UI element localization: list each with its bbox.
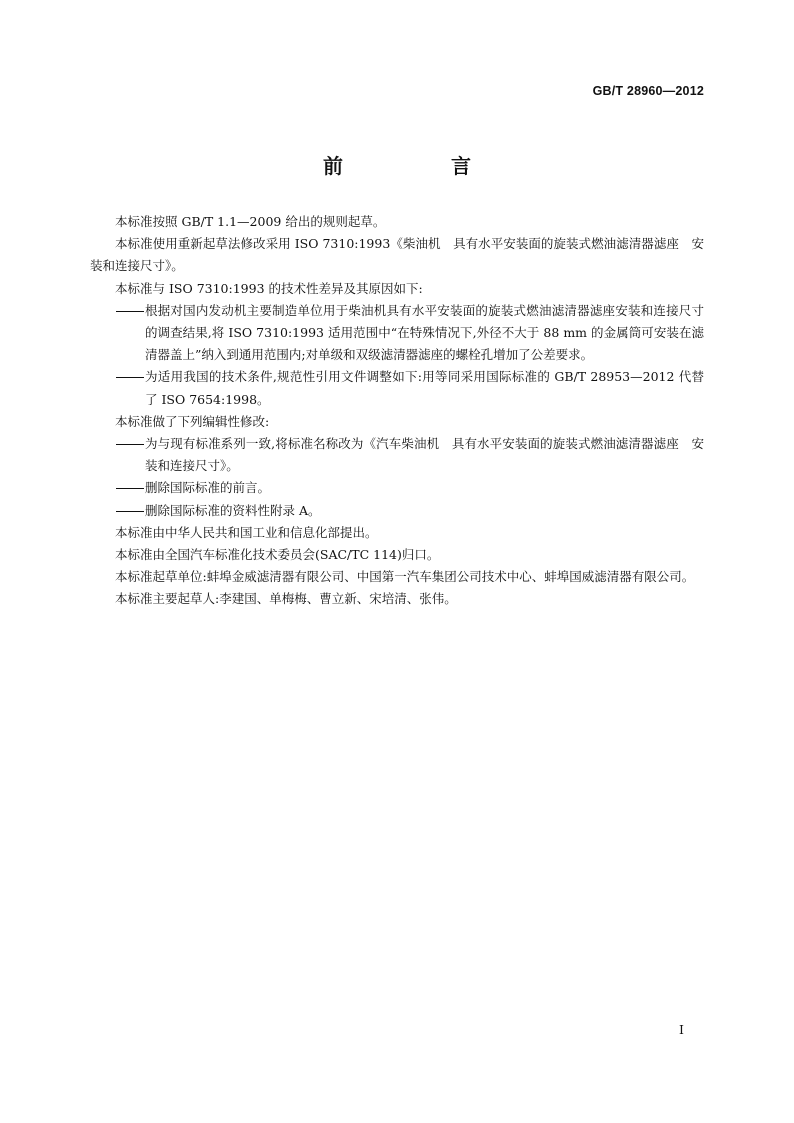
dash-item-scope-change	[90, 300, 704, 367]
paragraph-drafting-rules: 本标准按照 GB/T 1.1—2009 给出的规则起草。	[115, 214, 386, 229]
dash-item-remove-foreword	[90, 477, 704, 499]
paragraph-technical-differences: 本标准与 ISO 7310:1993 的技术性差异及其原因如下:	[115, 280, 423, 296]
paragraph-main-drafters: 本标准主要起草人:李建国、单梅梅、曹立新、宋培清、张伟。	[115, 591, 457, 607]
dash-item-normative-references	[90, 366, 704, 410]
page-title: 前 言	[323, 154, 515, 178]
dash-item-remove-annex	[90, 500, 704, 522]
paragraph-drafting-organizations: 本标准起草单位:蚌埠金威滤清器有限公司、中国第一汽车集团公司技术中心、蚌埠国威滤清器有限公司。	[115, 569, 695, 585]
paragraph-editorial-changes: 本标准做了下列编辑性修改:	[115, 413, 270, 429]
dash-item-text: 根据对国内发动机主要制造单位用于柴油机具有水平安装面的旋装式燃油滤清器滤座安装和连接尺寸的调查结果,将 ISO 7310:1993 适用范围中“在特殊情况下,外径不大于 88 mm 的金属筒可安装在滤清器盖上”纳入到通用范围内;对单级和双级滤清器滤座的螺栓孔增加了公差要求。	[145, 302, 704, 363]
page-number: I	[679, 1022, 684, 1037]
document-number: GB/T 28960—2012	[592, 84, 704, 98]
dash-item-text: 删除国际标准的前言。	[145, 480, 271, 496]
dash-item-text: 删除国际标准的资料性附录 A。	[145, 502, 321, 518]
foreword-body	[90, 211, 704, 611]
dash-item-text: 为与现有标准系列一致,将标准名称改为《汽车柴油机 具有水平安装面的旋装式燃油滤清器滤座 安装和连接尺寸》。	[145, 436, 704, 474]
dash-item-text: 为适用我国的技术条件,规范性引用文件调整如下:用等同采用国际标准的 GB/T 28953—2012 代替了 ISO 7654:1998。	[145, 369, 704, 407]
paragraph-adoption-method: 本标准使用重新起草法修改采用 ISO 7310:1993《柴油机 具有水平安装面的旋装式燃油滤清器滤座 安装和连接尺寸》。	[90, 236, 704, 274]
dash-item-title-change	[90, 433, 704, 477]
paragraph-technical-committee: 本标准由全国汽车标准化技术委员会(SAC/TC 114)归口。	[115, 547, 440, 563]
paragraph-proposer: 本标准由中华人民共和国工业和信息化部提出。	[115, 524, 378, 540]
